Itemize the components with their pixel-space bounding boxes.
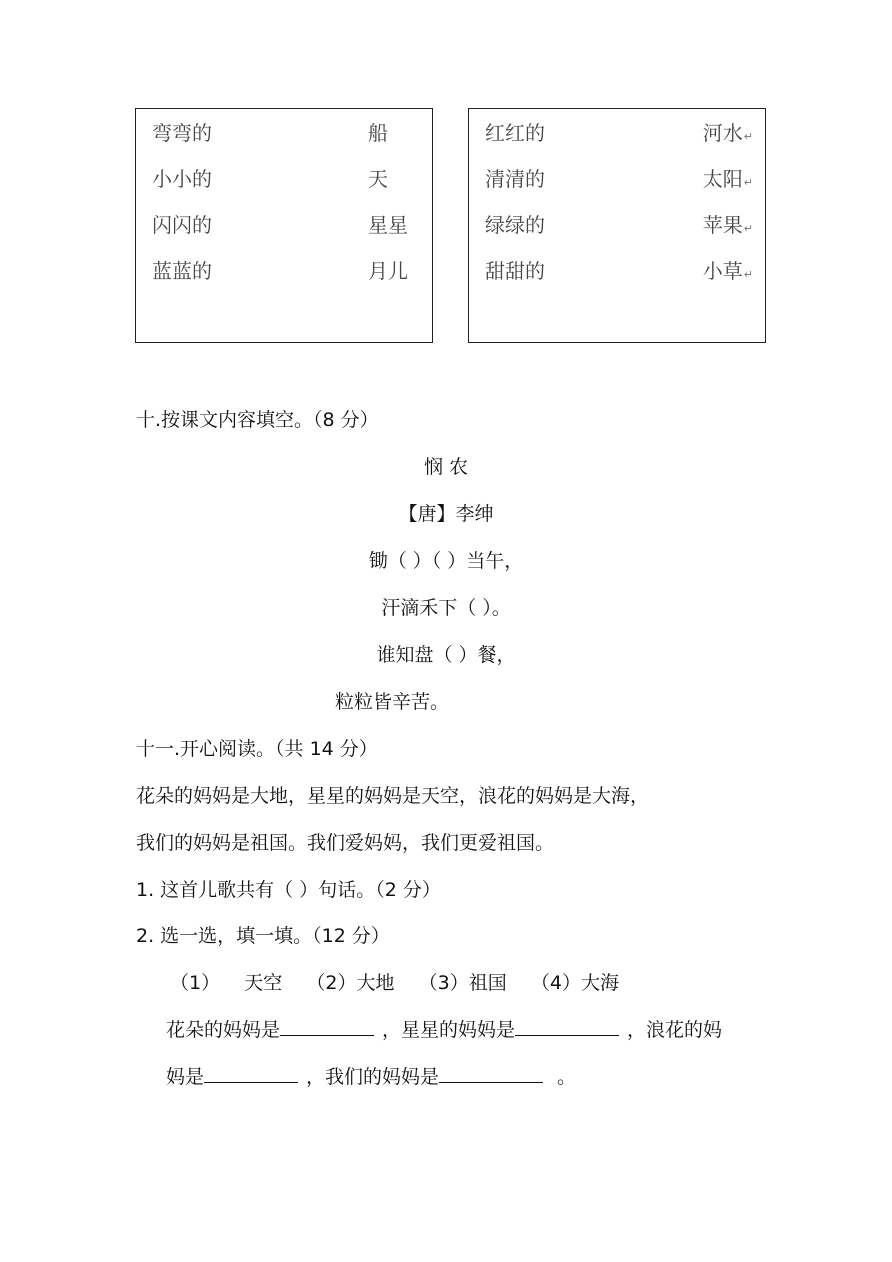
match-adjective: 清清的 bbox=[485, 167, 545, 191]
match-row bbox=[136, 209, 432, 239]
match-adjective: 小小的 bbox=[152, 167, 212, 191]
match-adjective: 弯弯的 bbox=[152, 121, 212, 145]
match-noun: 河水 bbox=[702, 121, 743, 145]
fill-text: 妈是 bbox=[166, 1066, 205, 1088]
match-noun-wrap bbox=[703, 255, 753, 284]
fill-text: ，我们的妈妈是 bbox=[306, 1066, 440, 1088]
match-adjective: 闪闪的 bbox=[152, 213, 212, 237]
poem-title: 悯 农 bbox=[423, 456, 469, 478]
match-row bbox=[136, 163, 432, 193]
match-noun: 月儿 bbox=[368, 259, 408, 283]
match-row bbox=[469, 117, 765, 147]
match-noun-wrap bbox=[703, 209, 753, 238]
match-adjective: 绿绿的 bbox=[485, 213, 545, 237]
match-row bbox=[469, 255, 765, 285]
fill-text: 花朵的妈妈是 bbox=[166, 1019, 281, 1041]
match-noun: 苹果 bbox=[702, 213, 743, 237]
question-2: 2. 选一选，填一填。（12 分） bbox=[136, 925, 390, 947]
match-noun-wrap bbox=[703, 117, 753, 146]
answer-blank[interactable] bbox=[439, 1081, 543, 1083]
return-mark-icon: ↵ bbox=[743, 176, 753, 189]
answer-blank[interactable] bbox=[280, 1034, 374, 1036]
poem-line: 谁知盘（ ）餐， bbox=[376, 644, 516, 666]
match-row bbox=[136, 255, 432, 285]
poem-author: 【唐】李绅 bbox=[398, 503, 494, 525]
match-noun: 天 bbox=[368, 167, 388, 191]
match-row bbox=[469, 209, 765, 239]
fill-line-1 bbox=[166, 1015, 722, 1042]
poem-line: 锄（ ）（ ）当午， bbox=[368, 550, 524, 572]
return-mark-icon: ↵ bbox=[743, 130, 753, 143]
return-mark-icon: ↵ bbox=[743, 268, 753, 281]
match-noun: 小草 bbox=[702, 259, 743, 283]
match-noun: 星星 bbox=[368, 213, 408, 237]
match-noun: 太阳 bbox=[702, 167, 743, 191]
fill-text: 。 bbox=[557, 1066, 577, 1088]
question-1: 1. 这首儿歌共有（ ）句话。（2 分） bbox=[136, 879, 441, 901]
match-noun-wrap bbox=[703, 163, 753, 192]
section10-heading: 十.按课文内容填空。（8 分） bbox=[136, 409, 379, 431]
poem-line: 粒粒皆辛苦。 bbox=[334, 691, 449, 713]
match-adjective: 甜甜的 bbox=[485, 259, 545, 283]
answer-options: （1） 天空 （2）大地 （3）祖国 （4）大海 bbox=[170, 972, 619, 994]
match-adjective: 蓝蓝的 bbox=[152, 259, 212, 283]
matching-box-left bbox=[135, 108, 433, 343]
section11-heading: 十一.开心阅读。（共 14 分） bbox=[136, 738, 378, 760]
match-adjective: 红红的 bbox=[485, 121, 545, 145]
matching-box-right bbox=[468, 108, 766, 343]
poem-line: 汗滴禾下（ ）。 bbox=[381, 597, 511, 619]
fill-text: ，星星的妈妈是 bbox=[382, 1019, 516, 1041]
return-mark-icon: ↵ bbox=[743, 222, 753, 235]
match-row bbox=[469, 163, 765, 193]
answer-blank[interactable] bbox=[204, 1081, 298, 1083]
fill-text: ，浪花的妈 bbox=[627, 1019, 723, 1041]
answer-blank[interactable] bbox=[515, 1034, 619, 1036]
passage-line: 花朵的妈妈是大地，星星的妈妈是天空，浪花的妈妈是大海， bbox=[136, 785, 650, 807]
match-noun: 船 bbox=[368, 121, 388, 145]
match-row bbox=[136, 117, 432, 147]
fill-line-2 bbox=[166, 1062, 576, 1089]
passage-line: 我们的妈妈是祖国。我们爱妈妈，我们更爱祖国。 bbox=[136, 832, 555, 854]
